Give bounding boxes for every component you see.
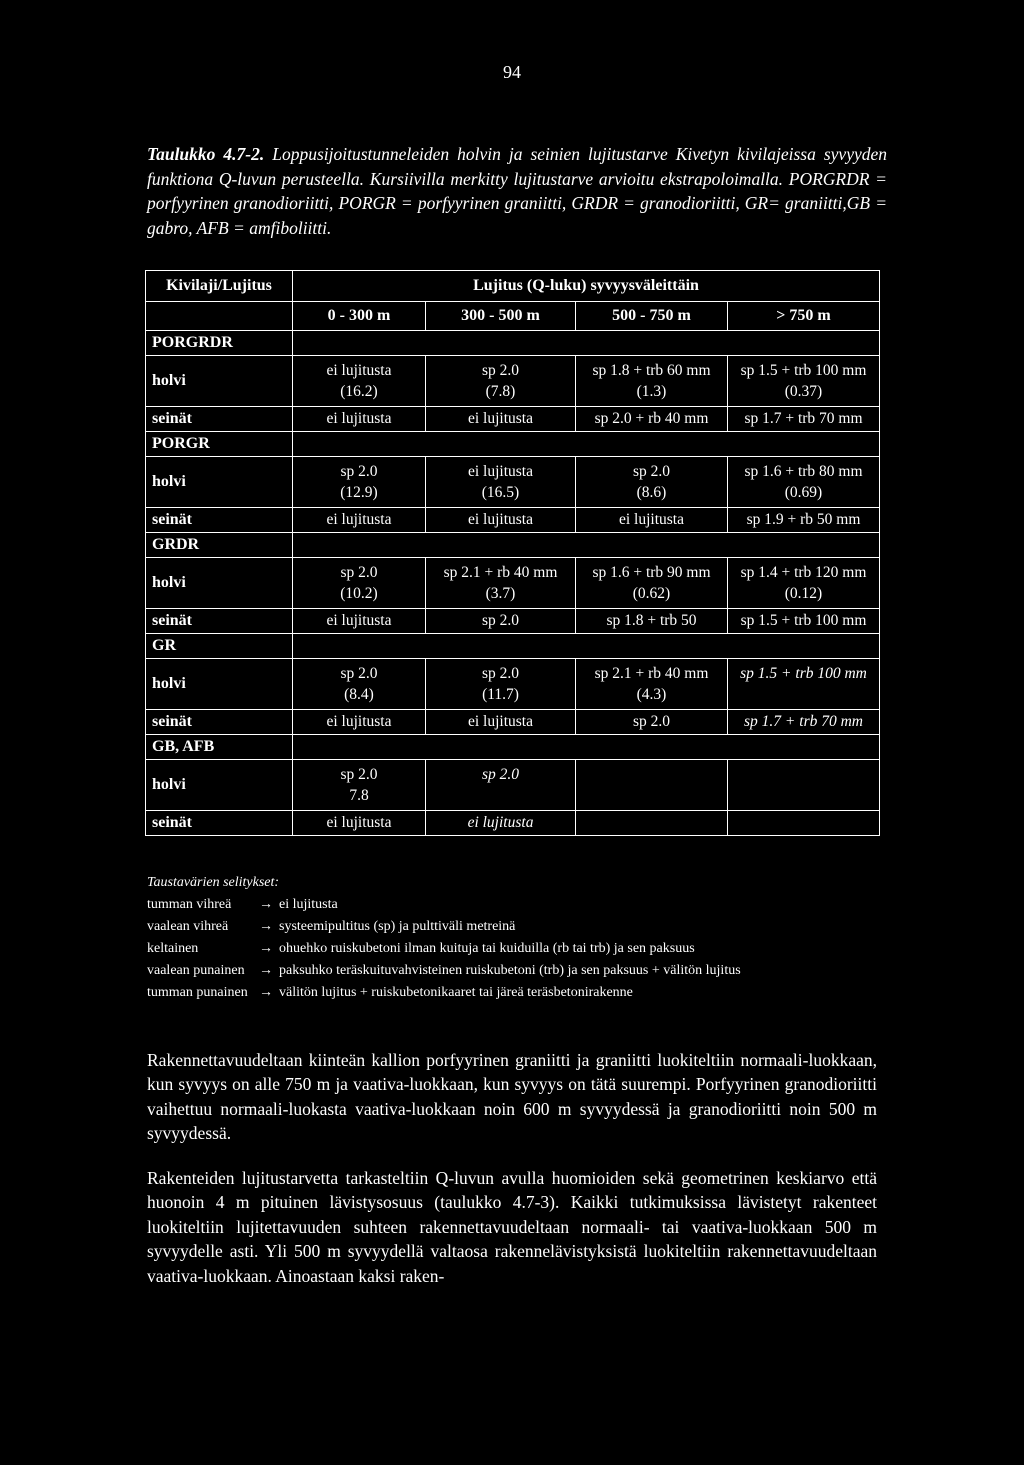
cell-reinforcement: sp 2.0 <box>481 766 520 783</box>
column-header: 300 - 500 m <box>426 302 576 331</box>
table-cell <box>576 811 728 836</box>
table-caption <box>147 142 887 240</box>
arrow-icon: → <box>259 941 273 956</box>
table-cell: sp 1.5 + trb 100 mm <box>728 609 880 634</box>
seinat-row <box>146 710 880 735</box>
table-cell: ei lujitusta <box>293 811 426 836</box>
row-label: seinät <box>146 710 293 735</box>
table-cell: sp 1.9 + rb 50 mm <box>728 508 880 533</box>
table-cell <box>576 760 728 811</box>
legend-color-name: vaalean punainen <box>147 963 245 978</box>
arrow-icon: → <box>259 897 273 912</box>
cell-reinforcement: ei lujitusta <box>467 463 533 480</box>
cell-q-value: (10.2) <box>340 585 378 602</box>
seinat-row <box>146 407 880 432</box>
column-header: 500 - 750 m <box>576 302 728 331</box>
table-cell <box>426 356 576 407</box>
holvi-row <box>146 356 880 407</box>
legend-title: Taustavärien selitykset: <box>147 875 280 890</box>
cell-q-value <box>734 775 873 796</box>
rock-type-label: GB, AFB <box>146 735 293 760</box>
cell-q-value <box>582 775 721 796</box>
cell-reinforcement: sp 1.5 + trb 100 mm <box>740 665 867 682</box>
paragraph: Rakennettavuudeltaan kiinteän kallion porfyyrinen graniitti ja graniitti luokiteltiin normaali-luokkaan, kun syvyys on alle 750 m ja vaativa-luokkaan, kun syvyys on tätä suurempi. Porfyyrinen granodioriitti vaihettuu normaali-luokasta vaativa-luokkaan noin 600 m syvyydessä ja granodioriitti noin 500 m syvyydessä. <box>147 1050 877 1144</box>
cell-q-value: (8.4) <box>344 686 374 703</box>
table-header-row <box>146 271 880 302</box>
legend-item <box>147 960 741 982</box>
table-body <box>146 271 880 836</box>
cell-q-value: (8.6) <box>636 484 667 501</box>
table-cell: sp 2.0 + rb 40 mm <box>576 407 728 432</box>
table-cell <box>576 558 728 609</box>
table-cell <box>293 457 426 508</box>
rock-type-label: GRDR <box>146 533 293 558</box>
seinat-row <box>146 508 880 533</box>
cell-reinforcement: sp 1.6 + trb 80 mm <box>744 463 863 480</box>
table-cell <box>293 356 426 407</box>
rock-type-label: PORGR <box>146 432 293 457</box>
cell-reinforcement: sp 1.5 + trb 100 mm <box>740 362 867 379</box>
cell-reinforcement: sp 2.0 <box>340 564 378 581</box>
column-header-row <box>146 302 880 331</box>
row-label: holvi <box>146 558 293 609</box>
legend-color-name: vaalean vihreä <box>147 919 229 934</box>
legend-item <box>147 916 741 938</box>
table-cell: sp 1.7 + trb 70 mm <box>728 407 880 432</box>
rock-type-row <box>146 634 880 659</box>
table-cell <box>426 659 576 710</box>
caption-label: Taulukko 4.7-2. <box>147 144 265 164</box>
cell-q-value <box>734 684 873 705</box>
paragraph: Rakenteiden lujitustarvetta tarkasteltiin Q-luvun avulla huomioiden sekä geometrinen keskiarvo että huonoin 4 m pituinen lävistysosuus (taulukko 4.7-3). Kaikki tutkimuksissa lävistetyt rakenteet luokiteltiin lujitettavuuden suhteen rakennettavuudeltaan normaali- tai vaativa-luokkaan 500 m syvyydelle asti. Yli 500 m syvyydellä valtaosa rakennelävistyksistä luokiteltiin rakennettavuudeltaan vaativa-luokkaan. Ainoastaan kaksi raken- <box>147 1168 877 1286</box>
rock-type-row <box>146 533 880 558</box>
cell-reinforcement: ei lujitusta <box>326 362 392 379</box>
table-cell <box>426 558 576 609</box>
row-label: seinät <box>146 811 293 836</box>
table-cell: ei lujitusta <box>293 710 426 735</box>
table-cell <box>293 558 426 609</box>
table-cell: sp 2.0 <box>426 609 576 634</box>
arrow-icon: → <box>259 919 273 934</box>
cell-reinforcement: sp 2.1 + rb 40 mm <box>594 665 709 682</box>
corner-header: Kivilaji/Lujitus <box>146 271 293 302</box>
cell-reinforcement: sp 2.1 + rb 40 mm <box>443 564 558 581</box>
row-label: holvi <box>146 356 293 407</box>
table-cell: ei lujitusta <box>426 811 576 836</box>
cell-q-value: (11.7) <box>482 686 519 703</box>
cell-reinforcement: sp 2.0 <box>340 766 378 783</box>
table-cell <box>576 659 728 710</box>
table-cell <box>728 760 880 811</box>
cell-reinforcement: sp 1.8 + trb 60 mm <box>592 362 711 379</box>
cell-reinforcement: sp 2.0 <box>632 463 671 480</box>
legend-description: systeemipultitus (sp) ja pulttiväli metreinä <box>279 919 516 934</box>
cell-reinforcement: sp 2.0 <box>340 665 378 682</box>
reinforcement-table <box>145 270 880 836</box>
table-cell <box>576 457 728 508</box>
table-cell <box>426 760 576 811</box>
holvi-row <box>146 659 880 710</box>
arrow-icon: → <box>259 963 273 978</box>
holvi-row <box>146 457 880 508</box>
cell-q-value: (12.9) <box>340 484 378 501</box>
legend-description: ei lujitusta <box>279 897 338 912</box>
holvi-row <box>146 558 880 609</box>
row-label: seinät <box>146 407 293 432</box>
table-cell <box>293 659 426 710</box>
cell-reinforcement: sp 1.4 + trb 120 mm <box>740 564 867 581</box>
legend-description: välitön lujitus + ruiskubetonikaaret tai järeä teräsbetonirakenne <box>279 985 633 1000</box>
blank-cell <box>293 432 880 457</box>
seinat-row <box>146 609 880 634</box>
cell-q-value: (7.8) <box>485 383 516 400</box>
table-cell: ei lujitusta <box>293 609 426 634</box>
rock-type-label: GR <box>146 634 293 659</box>
table-cell <box>728 457 880 508</box>
arrow-icon: → <box>259 985 273 1000</box>
table-cell <box>576 356 728 407</box>
legend-list <box>147 894 741 1004</box>
cell-q-value: (16.5) <box>481 484 520 501</box>
blank-cell <box>293 533 880 558</box>
blank-cell <box>293 331 880 356</box>
cell-q-value: 7.8 <box>349 787 369 804</box>
depth-header: Lujitus (Q-luku) syvyysväleittäin <box>293 271 880 302</box>
table-cell: sp 1.7 + trb 70 mm <box>728 710 880 735</box>
legend-color-name: tumman punainen <box>147 985 248 1000</box>
cell-q-value: (0.12) <box>784 585 823 602</box>
cell-reinforcement: sp 2.0 <box>340 463 378 480</box>
legend-item <box>147 894 741 916</box>
rock-type-label: PORGRDR <box>146 331 293 356</box>
legend-color-name: keltainen <box>147 941 199 956</box>
holvi-row <box>146 760 880 811</box>
cell-q-value: (3.7) <box>485 585 516 602</box>
rock-type-row <box>146 735 880 760</box>
column-header: 0 - 300 m <box>293 302 426 331</box>
table-cell <box>728 558 880 609</box>
table-cell <box>728 811 880 836</box>
row-label: holvi <box>146 457 293 508</box>
legend-description: paksuhko teräskuituvahvisteinen ruiskubetoni (trb) ja sen paksuus + välitön lujitus <box>279 963 741 978</box>
legend-item <box>147 982 741 1004</box>
table-cell: ei lujitusta <box>293 407 426 432</box>
table-cell <box>728 356 880 407</box>
table-cell: sp 2.0 <box>576 710 728 735</box>
blank-cell <box>293 735 880 760</box>
seinat-row <box>146 811 880 836</box>
table-cell: ei lujitusta <box>426 508 576 533</box>
cell-q-value: (0.69) <box>784 484 823 501</box>
row-label: seinät <box>146 609 293 634</box>
table-cell: sp 1.8 + trb 50 <box>576 609 728 634</box>
cell-q-value: (0.37) <box>784 383 823 400</box>
table-cell: ei lujitusta <box>576 508 728 533</box>
page-number: 94 <box>503 62 521 82</box>
cell-q-value <box>432 785 569 806</box>
row-label: holvi <box>146 659 293 710</box>
table-cell: ei lujitusta <box>426 710 576 735</box>
cell-q-value: (0.62) <box>632 585 671 602</box>
cell-reinforcement: sp 2.0 <box>481 665 520 682</box>
blank-cell <box>146 302 293 331</box>
cell-q-value: (4.3) <box>636 686 667 703</box>
table-cell <box>426 457 576 508</box>
legend-color-name: tumman vihreä <box>147 897 232 912</box>
table-cell <box>293 760 426 811</box>
row-label: seinät <box>146 508 293 533</box>
cell-q-value: (1.3) <box>636 383 667 400</box>
column-header: > 750 m <box>728 302 880 331</box>
legend <box>147 872 741 1004</box>
cell-reinforcement: sp 2.0 <box>481 362 520 379</box>
cell-reinforcement: sp 1.6 + trb 90 mm <box>592 564 711 581</box>
legend-item <box>147 938 741 960</box>
rock-type-row <box>146 432 880 457</box>
caption-text: Loppusijoitustunneleiden holvin ja seinien lujitustarve Kivetyn kivilajeissa syvyyden funktiona Q-luvun perusteella. Kursiivilla merkitty lujitustarve arvioitu ekstrapoloimalla. PORGRDR = porfyyrinen granodioriitti, PORGR = porfyyrinen graniitti, GRDR = granodioriitti, GR= graniitti,GB = gabro, AFB = amfiboliitti. <box>147 144 888 238</box>
table-cell: ei lujitusta <box>426 407 576 432</box>
blank-cell <box>293 634 880 659</box>
table-cell: ei lujitusta <box>293 508 426 533</box>
rock-type-row <box>146 331 880 356</box>
legend-description: ohuehko ruiskubetoni ilman kuituja tai kuiduilla (rb tai trb) ja sen paksuus <box>279 941 695 956</box>
row-label: holvi <box>146 760 293 811</box>
cell-q-value: (16.2) <box>340 383 378 400</box>
table-cell <box>728 659 880 710</box>
